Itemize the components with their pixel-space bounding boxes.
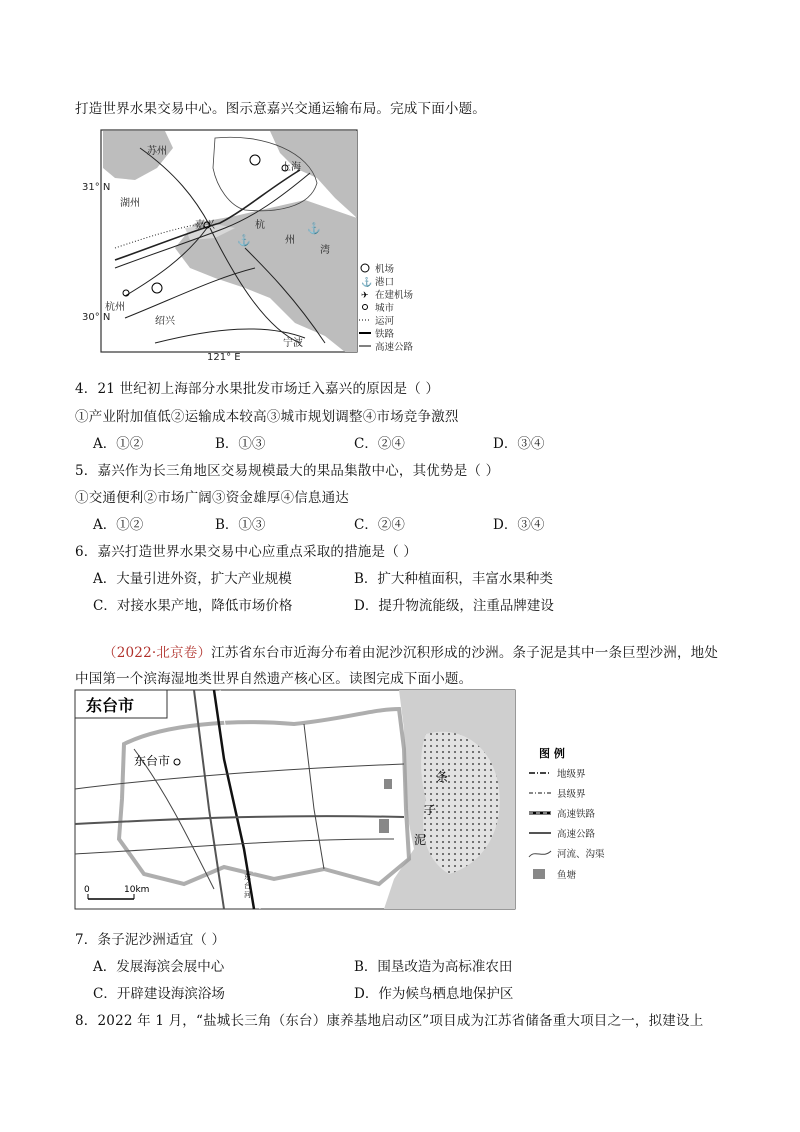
- map1-lat-top: 31° N: [82, 182, 111, 193]
- map1-lon: 121° E: [207, 352, 241, 363]
- port-icon: ⚓: [307, 222, 321, 235]
- port-icon: ⚓: [237, 234, 251, 247]
- map1-legend-railway: 铁路: [375, 329, 395, 340]
- q7-option-b[interactable]: B．围垦改造为高标准农田: [354, 959, 513, 975]
- map2-title: 东台市: [86, 696, 135, 715]
- channel-label-2: 台: [244, 882, 251, 890]
- passage2-line1: （2022·北京卷）江苏省东台市近海分布着由泥沙沉积形成的沙洲。条子泥是其中一条巨型沙洲，地处: [103, 645, 719, 661]
- map1-legend-port: 港口: [375, 277, 395, 288]
- q7-stem: 7．条子泥沙洲适宜（ ）: [75, 932, 226, 948]
- intro-text: 打造世界水果交易中心。图示意嘉兴交通运输布局。完成下面小题。: [75, 101, 486, 117]
- q6-stem: 6．嘉兴打造世界水果交易中心应重点采取的措施是（ ）: [75, 544, 418, 560]
- q6-option-a[interactable]: A．大量引进外资，扩大产业规模: [93, 571, 292, 587]
- scale-distance: 10km: [124, 885, 150, 895]
- legend-rivers: 河流、沟渠: [557, 849, 605, 860]
- passage2-line2: 中国第一个滨海湿地类世界自然遗产核心区。读图完成下面小题。: [75, 671, 473, 687]
- map1-label-shanghai: 上海: [281, 162, 301, 173]
- construction-airport-icon: ✈: [361, 291, 369, 301]
- map1-lat-bottom: 30° N: [82, 312, 111, 323]
- map1-label-jiaxing: 嘉兴: [195, 220, 215, 231]
- q5-option-b[interactable]: B．①③: [215, 517, 266, 533]
- legend-title: 图 例: [539, 747, 565, 760]
- legend-county-boundary: 县级界: [557, 789, 586, 800]
- map1-legend-airport: 机场: [375, 264, 395, 275]
- map1-legend-canal: 运河: [375, 316, 395, 327]
- scale-zero: 0: [84, 885, 90, 895]
- q6-option-c[interactable]: C．对接水果产地，降低市场价格: [93, 598, 293, 614]
- map1-label-suzhou: 苏州: [147, 146, 167, 157]
- q6-option-b[interactable]: B．扩大种植面积，丰富水果种类: [354, 571, 553, 587]
- map2-city: 东台市: [134, 754, 171, 768]
- q7-option-d[interactable]: D．作为候鸟栖息地保护区: [354, 986, 514, 1002]
- q4-option-b[interactable]: B．①③: [215, 436, 266, 452]
- q5-option-a[interactable]: A．①②: [93, 517, 144, 533]
- passage2-source: （2022·北京卷）: [103, 645, 212, 661]
- q6-option-d[interactable]: D．提升物流能级，注重品牌建设: [354, 598, 554, 614]
- map1-label-hangzhou: 杭州: [105, 302, 125, 313]
- q4-option-c[interactable]: C．②④: [354, 436, 405, 452]
- channel-label-3: 河: [244, 891, 251, 899]
- map1-legend-airport-construction: 在建机场: [375, 290, 414, 301]
- map1-label-bay-3: 湾: [320, 245, 330, 256]
- map1-label-bay-1: 杭: [255, 220, 265, 231]
- map1-label-bay-2: 州: [285, 235, 295, 246]
- port-icon: ⚓: [361, 278, 373, 288]
- legend-fish-pond: 鱼塘: [557, 870, 577, 881]
- legend-highway: 高速公路: [557, 829, 596, 840]
- q8-stem: 8．2022 年 1 月，“盐城长三角（东台）康养基地启动区”项目成为江苏省储备重大项目之一，拟建设上: [75, 1013, 704, 1029]
- map1-legend-highway: 高速公路: [375, 342, 414, 353]
- map1-label-huzhou: 湖州: [120, 198, 140, 209]
- map1-label-shaoxing: 绍兴: [155, 316, 175, 327]
- legend-high-speed-rail: 高速铁路: [557, 809, 596, 820]
- q5-stem: 5．嘉兴作为长三角地区交易规模最大的果品集散中心，其优势是（ ）: [75, 463, 500, 479]
- q4-option-a[interactable]: A．①②: [93, 436, 144, 452]
- q5-option-d[interactable]: D．③④: [493, 517, 545, 533]
- legend-prefecture-boundary: 地级界: [557, 769, 586, 780]
- sandbar-label-2: 子: [424, 803, 437, 817]
- q5-option-c[interactable]: C．②④: [354, 517, 405, 533]
- jiaxing-transport-map: [82, 128, 425, 363]
- map1-label-ningbo: 宁波: [283, 338, 303, 349]
- q4-items: ①产业附加值低②运输成本较高③城市规划调整④市场竞争激烈: [75, 409, 459, 425]
- q4-option-d[interactable]: D．③④: [493, 436, 545, 452]
- sandbar-label-3: 泥: [414, 833, 427, 847]
- q4-stem: 4．21 世纪初上海部分水果批发市场迁入嘉兴的原因是（ ）: [75, 381, 440, 397]
- dongtai-map: [74, 689, 618, 911]
- channel-label-1: 东: [244, 873, 251, 881]
- q7-option-a[interactable]: A．发展海滨会展中心: [93, 959, 225, 975]
- map1-legend-city: 城市: [375, 303, 395, 314]
- q7-option-c[interactable]: C．开辟建设海滨浴场: [93, 986, 225, 1002]
- sandbar-label-1: 条: [436, 770, 449, 784]
- q5-items: ①交通便利②市场广阔③资金雄厚④信息通达: [75, 490, 349, 506]
